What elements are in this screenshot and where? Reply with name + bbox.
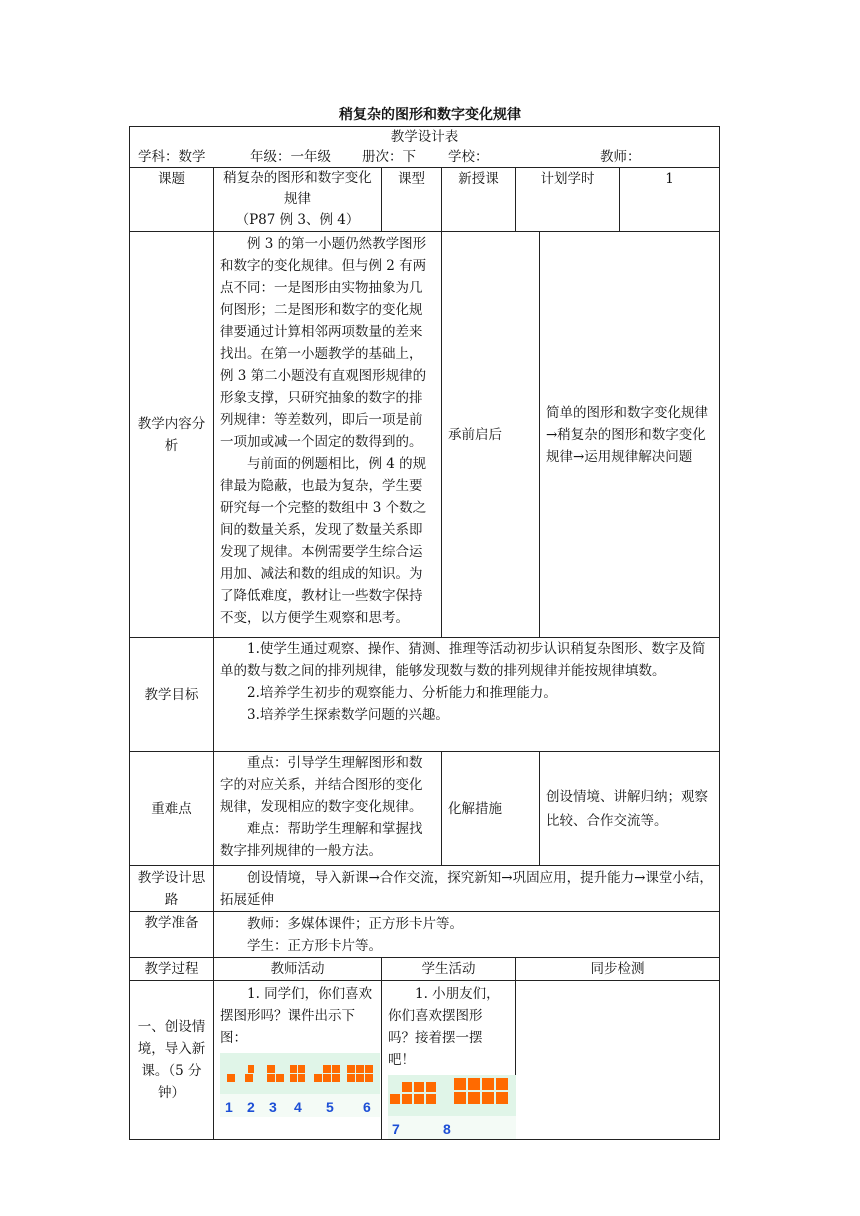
topic-title-line1: 稍复杂的图形和数字变化规律 — [223, 170, 372, 207]
goal-item: 1.使学生通过观察、操作、猜测、推理等活动初步认识稍复杂图形、数字及简单的数与数之间的排列规律，能够发现数与数的排列规律并能按规律填数。 — [220, 641, 706, 679]
difficult-point: 难点：帮助学生理解和掌握找数字排列规律的一般方法。 — [220, 821, 423, 859]
square — [248, 1065, 254, 1073]
prep-student: 学生：正方形卡片等。 — [247, 937, 382, 954]
stage1-teacher-cell — [214, 981, 382, 1140]
square — [468, 1092, 480, 1104]
square — [356, 1074, 364, 1082]
square — [482, 1078, 494, 1090]
square — [298, 1065, 305, 1073]
measure-text: 创设情境、讲解归纳；观察比较、合作交流等。 — [540, 752, 720, 866]
topic-label: 课题 — [130, 168, 214, 232]
square — [227, 1074, 235, 1082]
goals-row — [130, 638, 720, 752]
grade-field: 年级：一年级 — [250, 149, 331, 165]
volume-field: 册次：下 — [362, 149, 416, 165]
teacher-field: 教师： — [600, 149, 641, 165]
square — [323, 1065, 331, 1073]
topic-row — [130, 168, 720, 232]
square — [245, 1074, 253, 1082]
stage1-check-cell — [516, 981, 720, 1140]
square — [468, 1078, 480, 1090]
content-analysis-text — [214, 232, 442, 638]
goal-item: 2.培养学生初步的观察能力、分析能力和推理能力。 — [247, 685, 557, 701]
measure-label: 化解措施 — [442, 752, 540, 866]
figure-1-label: 6 — [363, 1099, 371, 1115]
lesson-type-label: 课型 — [382, 168, 442, 232]
square — [426, 1082, 436, 1092]
square — [298, 1074, 305, 1082]
square — [267, 1074, 275, 1082]
design-text: 创设情境，导入新课→合作交流，探究新知→巩固应用，提升能力→课堂小结，拓展延伸 — [214, 866, 720, 912]
table-heading: 教学设计表 — [130, 127, 720, 148]
figure-1-label: 2 — [247, 1099, 255, 1115]
square — [290, 1065, 297, 1073]
topic-title — [214, 168, 382, 232]
goal-item: 3.培养学生探索数学问题的兴趣。 — [247, 707, 449, 723]
square — [365, 1065, 373, 1073]
square — [496, 1092, 508, 1104]
square — [365, 1074, 373, 1082]
content-analysis-para1: 例 3 的第一小题仍然教学图形和数字的变化规律。但与例 2 有两点不同：一是图形由实物抽象为几何图形；二是图形和数字的变化规律要通过计算相邻两项数量的差来找出。在第一小题教学的基础上，例 3 第二小题没有直观图形规律的形象支撑，只研究抽象的数字的排列规律：等差数列，即后一项是前一项加或减一个固定的数得到的。 — [220, 236, 427, 450]
stage1-label: 一、创设情境，导入新课。（5 分钟） — [130, 981, 214, 1140]
square — [426, 1094, 436, 1104]
square — [356, 1065, 364, 1073]
square — [332, 1074, 340, 1082]
goals-text — [214, 638, 720, 752]
stage1-student-cell — [382, 981, 516, 1140]
square — [414, 1082, 424, 1092]
square — [290, 1074, 297, 1082]
sync-check-header: 同步检测 — [516, 958, 720, 981]
figure-2-label: 8 — [443, 1121, 451, 1137]
stage1-teacher-text: 1. 同学们，你们喜欢摆图形吗？课件出示下图： — [220, 986, 373, 1046]
figure-1-label: 4 — [294, 1099, 302, 1115]
figure-1-label: 1 — [225, 1099, 233, 1115]
square — [402, 1082, 412, 1092]
square — [390, 1094, 400, 1104]
square — [347, 1074, 355, 1082]
document-title: 稍复杂的图形和数字变化规律 — [339, 107, 521, 123]
process-header-row — [130, 958, 720, 981]
design-label: 教学设计思路 — [130, 866, 214, 912]
planned-hours-label: 计划学时 — [516, 168, 620, 232]
square — [332, 1065, 340, 1073]
table-heading-row — [130, 127, 720, 148]
planned-hours-value: 1 — [620, 168, 720, 232]
school-field: 学校： — [448, 149, 489, 165]
key-points-label: 重难点 — [130, 752, 214, 866]
square — [454, 1092, 466, 1104]
square — [276, 1074, 284, 1082]
square — [496, 1078, 508, 1090]
content-analysis-label: 教学内容分析 — [130, 232, 214, 638]
stage1-student-text: 1. 小朋友们，你们喜欢摆图形吗？接着摆一摆吧！ — [388, 986, 500, 1068]
process-stage1-row — [130, 981, 720, 1140]
design-row — [130, 866, 720, 912]
lesson-design-table — [129, 126, 720, 1140]
square — [402, 1094, 412, 1104]
content-sequence: 简单的图形和数字变化规律→稍复杂的图形和数字变化规律→运用规律解决问题 — [540, 232, 720, 638]
figure-1-label: 5 — [326, 1099, 334, 1115]
lesson-type-value: 新授课 — [442, 168, 516, 232]
pattern-figure-2 — [388, 1075, 516, 1139]
square — [314, 1074, 322, 1082]
key-points-text — [214, 752, 442, 866]
figure-2-label: 7 — [392, 1121, 400, 1137]
content-role: 承前启后 — [442, 232, 540, 638]
figure-2-label-band — [388, 1116, 516, 1139]
square — [482, 1092, 494, 1104]
process-label: 教学过程 — [130, 958, 214, 981]
square — [414, 1094, 424, 1104]
pattern-figure-1 — [220, 1053, 380, 1117]
topic-title-line2: （P87 例 3、例 4） — [235, 212, 360, 228]
prep-teacher: 教师：多媒体课件；正方形卡片等。 — [247, 915, 463, 932]
prep-row — [130, 912, 720, 958]
meta-row — [130, 147, 720, 168]
goals-label: 教学目标 — [130, 638, 214, 752]
prep-label: 教学准备 — [130, 912, 214, 958]
square — [267, 1065, 275, 1073]
figure-1-label: 3 — [269, 1099, 277, 1115]
student-activity-header: 学生活动 — [382, 958, 516, 981]
square — [454, 1078, 466, 1090]
square — [347, 1065, 355, 1073]
square — [323, 1074, 331, 1082]
key-points-row — [130, 752, 720, 866]
content-analysis-row — [130, 232, 720, 638]
key-point: 重点：引导学生理解图形和数字的对应关系，并结合图形的变化规律，发现相应的数字变化规律。 — [220, 755, 423, 815]
content-analysis-para2: 与前面的例题相比，例 4 的规律最为隐蔽，也最为复杂，学生要研究每一个完整的数组中 3 个数之间的数量关系，发现了数量关系即发现了规律。本例需要学生综合运用加、减法和数的组成的知识。为了降低难度，教材让一些数字保持不变，以方便学生观察和思考。 — [220, 456, 427, 626]
teacher-activity-header: 教师活动 — [214, 958, 382, 981]
subject-field: 学科：数学 — [138, 149, 206, 165]
prep-text — [214, 912, 720, 958]
